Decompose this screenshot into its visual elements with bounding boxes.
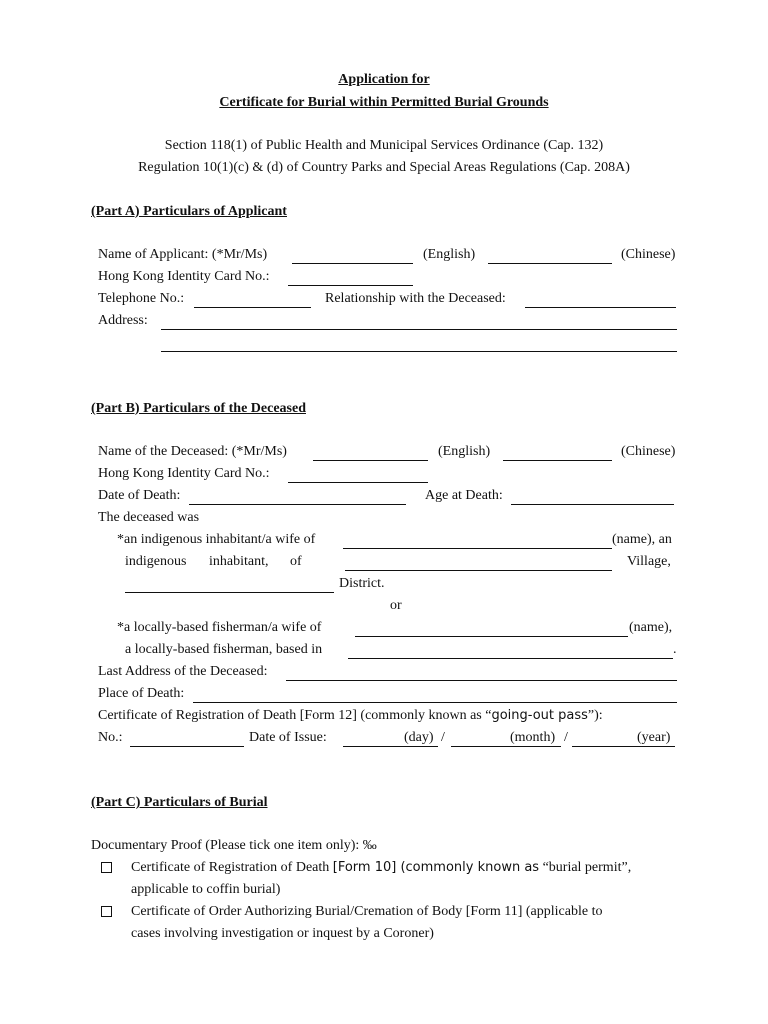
or-label: or — [390, 598, 402, 613]
issue-month-field[interactable] — [451, 746, 561, 747]
date-of-death-label: Date of Death: — [98, 488, 181, 503]
applicant-english-label: (English) — [423, 247, 476, 262]
death-cert-label: Certificate of Registration of Death [Form 12] (commonly known as “going-out pass”): — [98, 708, 603, 723]
month-label: (month) — [510, 730, 556, 745]
last-address-label: Last Address of the Deceased: — [98, 664, 268, 679]
age-at-death-label: Age at Death: — [425, 488, 503, 503]
indigenous-option-label: *an indigenous inhabitant/a wife of — [117, 532, 316, 547]
part-b-heading: (Part B) Particulars of the Deceased — [91, 401, 306, 416]
indigenous-word: indigenous — [125, 554, 187, 569]
day-label: (day) — [404, 730, 434, 745]
district-field[interactable] — [125, 592, 334, 593]
deceased-name-english-field[interactable] — [313, 460, 428, 461]
part-a-heading: (Part A) Particulars of Applicant — [91, 204, 287, 219]
year-label: (year) — [637, 730, 671, 745]
cert-no-label: No.: — [98, 730, 123, 745]
based-in-label: a locally-based fisherman, based in — [125, 642, 323, 657]
option1-line1: Certificate of Registration of Death [Form 10] (commonly known as “burial permit”, — [131, 860, 632, 875]
deceased-hkid-label: Hong Kong Identity Card No.: — [98, 466, 270, 481]
deceased-hkid-field[interactable] — [288, 482, 428, 483]
village-label: Village, — [627, 554, 671, 569]
indigenous-name-field[interactable] — [343, 548, 612, 549]
issue-day-field[interactable] — [343, 746, 438, 747]
documentary-proof-label: Documentary Proof (Please tick one item only): ‰ — [91, 838, 377, 853]
deceased-was-label: The deceased was — [98, 510, 200, 525]
place-of-death-label: Place of Death: — [98, 686, 185, 701]
date-of-death-field[interactable] — [189, 504, 406, 505]
based-in-field[interactable] — [348, 658, 673, 659]
district-label: District. — [339, 576, 385, 591]
applicant-address-label: Address: — [98, 313, 148, 328]
deceased-english-label: (English) — [438, 444, 491, 459]
inhabitant-word: inhabitant, — [209, 554, 269, 569]
applicant-chinese-label: (Chinese) — [621, 247, 676, 262]
fisherman-name-field[interactable] — [355, 636, 628, 637]
deceased-chinese-label: (Chinese) — [621, 444, 676, 459]
village-field[interactable] — [345, 570, 612, 571]
of-word: of — [290, 554, 302, 569]
part-c-heading: (Part C) Particulars of Burial — [91, 795, 268, 810]
date-of-issue-label: Date of Issue: — [249, 730, 327, 745]
option1-line2: applicable to coffin burial) — [131, 882, 281, 897]
applicant-address-field-1[interactable] — [161, 329, 677, 330]
applicant-tel-label: Telephone No.: — [98, 291, 185, 306]
applicant-name-label: Name of Applicant: (*Mr/Ms) — [98, 247, 268, 262]
option2-line1: Certificate of Order Authorizing Burial/Cremation of Body [Form 11] (applicable to — [131, 904, 603, 919]
option2-line2: cases involving investigation or inquest by a Coroner) — [131, 926, 434, 941]
ordinance-ref-2: Regulation 10(1)(c) & (d) of Country Parks and Special Areas Regulations (Cap. 208A) — [138, 160, 630, 175]
name-an-label: (name), an — [612, 532, 672, 547]
applicant-tel-field[interactable] — [194, 307, 311, 308]
ordinance-ref-1: Section 118(1) of Public Health and Municipal Services Ordinance (Cap. 132) — [164, 138, 604, 153]
applicant-name-english-field[interactable] — [292, 263, 413, 264]
slash-2: / — [564, 730, 568, 745]
applicant-hkid-label: Hong Kong Identity Card No.: — [98, 269, 270, 284]
burial-permit-checkbox[interactable] — [101, 862, 112, 873]
form-title-line1: Application for — [338, 72, 430, 87]
based-in-period: . — [673, 642, 677, 657]
issue-year-field[interactable] — [572, 746, 675, 747]
place-of-death-field[interactable] — [193, 702, 677, 703]
coroner-order-checkbox[interactable] — [101, 906, 112, 917]
age-at-death-field[interactable] — [511, 504, 674, 505]
relationship-field[interactable] — [525, 307, 676, 308]
last-address-field[interactable] — [286, 680, 677, 681]
deceased-name-label: Name of the Deceased: (*Mr/Ms) — [98, 444, 287, 459]
applicant-address-field-2[interactable] — [161, 351, 677, 352]
deceased-name-chinese-field[interactable] — [503, 460, 612, 461]
fisherman-option-label: *a locally-based fisherman/a wife of — [117, 620, 322, 635]
name-comma-label: (name), — [629, 620, 673, 635]
applicant-hkid-field[interactable] — [288, 285, 413, 286]
cert-no-field[interactable] — [130, 746, 244, 747]
slash-1: / — [441, 730, 445, 745]
form-title-line2: Certificate for Burial within Permitted Burial Grounds — [219, 95, 549, 110]
applicant-name-chinese-field[interactable] — [488, 263, 612, 264]
relationship-label: Relationship with the Deceased: — [325, 291, 506, 306]
